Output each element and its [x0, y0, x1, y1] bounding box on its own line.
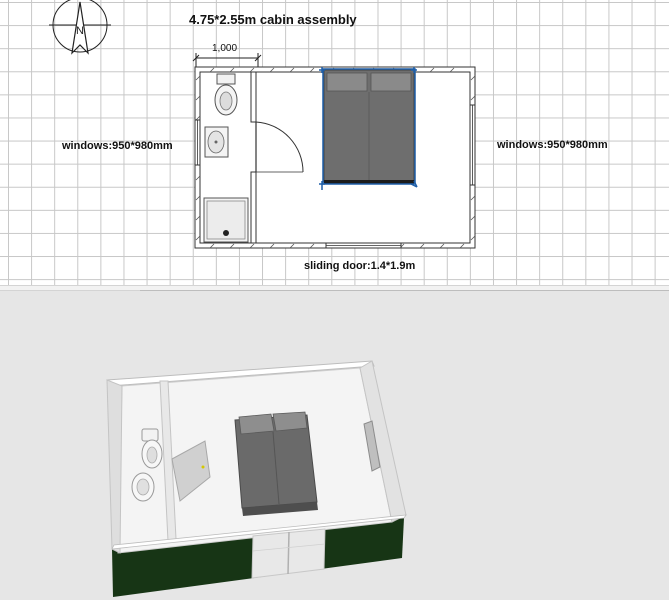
- shower-icon[interactable]: [204, 198, 248, 242]
- washbasin-icon[interactable]: [205, 127, 228, 157]
- 3d-view[interactable]: [0, 291, 669, 600]
- door-label: sliding door:1.4*1.9m: [304, 260, 416, 272]
- washbasin-3d: [132, 473, 154, 501]
- compass-letter: N: [76, 25, 84, 37]
- toilet-icon[interactable]: [215, 74, 237, 115]
- bed-3d: [235, 412, 318, 516]
- dimension-label: 1,000: [212, 43, 238, 54]
- plan-view[interactable]: [0, 0, 669, 285]
- left-wall: [107, 380, 122, 553]
- 3d-canvas[interactable]: [0, 291, 669, 600]
- left-window-label: windows:950*980mm: [62, 140, 173, 152]
- sliding-door-3d: [252, 529, 325, 578]
- bed-icon[interactable]: [324, 70, 414, 184]
- plan-title: 4.75*2.55m cabin assembly: [189, 12, 357, 27]
- right-window-label: windows:950*980mm: [497, 139, 608, 151]
